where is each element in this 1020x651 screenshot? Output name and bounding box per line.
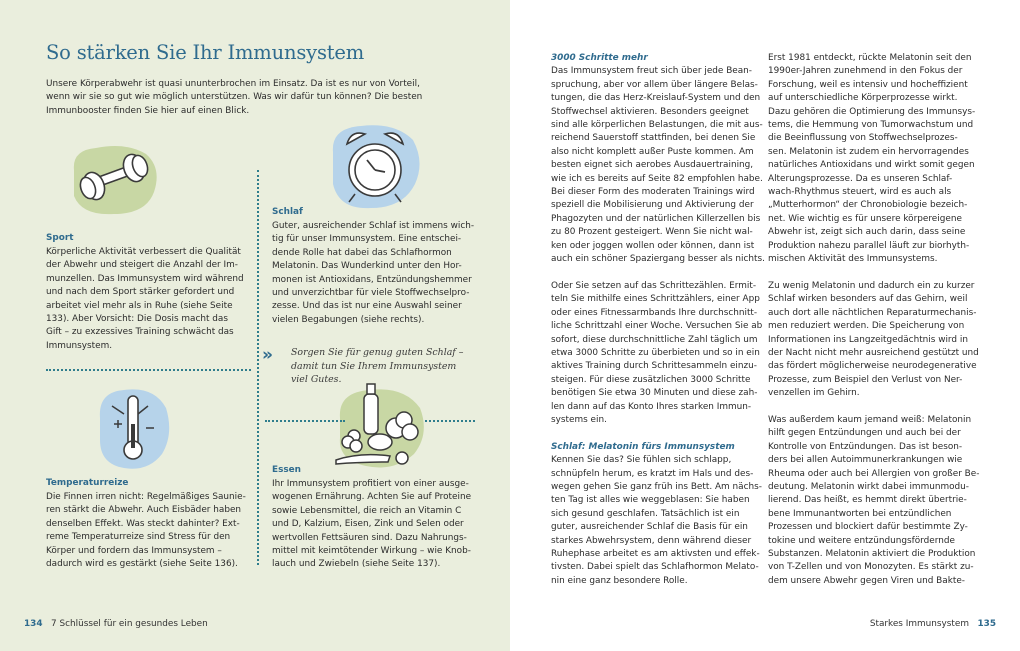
footer-left (24, 619, 208, 629)
paragraph: Erst 1981 entdeckt, rückte Melatonin seit den 1990er-Jahren zunehmend in den Fokus der Forschung, weil es intensiv und hocheffizient auf unterschiedliche Körperprozesse wirkt. Dazu gehören die Optimierung des Immunsys- tems, die Hemmung von Tumorwachstum und die Beeinflussung von Stoffwechselprozes- sen. Melatonin ist zudem ein hervorragendes natürliches Antioxidans und wirkt somit gegen Alterungsprozesse. Da es unseren Schlaf- wach-Rhythmus steuert, wird es auch als „Mutterhormon“ der Chronobiologie bezeich- net. Wie wichtig es für unsere körpereigene Abwehr ist, zeigt sich auch darin, dass seine Produktion nahezu parallel läuft zur biorhyth- mischen Aktivität des Immunsystems. (768, 53, 976, 265)
body-schlaf: Guter, ausreichender Schlaf ist immens wich- tig für unser Immunsystem. Eine entschei- dende Rolle hat dabei das Schlafhormon Melatonin. Das Wunderkind unter den Hor- monen ist Antioxidans, Entzündungshemmer und unverzichtbar für viele Stoffwechselpro- zesse. Und das ist nur eine Auswahl seiner vielen Begabungen (siehe rechts). (272, 221, 475, 325)
heading-temperaturreize: Temperaturreize (46, 478, 129, 488)
paragraph: Was außerdem kaum jemand weiß: Melatonin hilft gegen Entzündungen und auch bei der Kontrolle von Entzündungen. Das ist beson- ders bei allen Autoimmunerkrankungen wie Rheuma oder auch bei Allergien von großer Be- deutung. Melatonin wirkt dabei immunmodu- lierend. Das heißt, es hemmt direkt übertrie- bene Immunantworten bei entzündlichen Prozessen und blockiert dafür bestimmte Zy- tokine und weitere entzündungsfördernde Substanzen. Melatonin aktiviert die Produktion von T-Zellen und von Monozyten. Es stärkt zu- dem unsere Abwehr gegen Viren und Bakte- (768, 414, 980, 586)
divider-horizontal-left (46, 369, 251, 371)
food-icon (330, 378, 430, 473)
paragraph: Zu wenig Melatonin und dadurch ein zu kurzer Schlaf wirken besonders auf das Gehirn, weil auch dort alle nächtlichen Reparaturmechanis- men reduziert werden. Die Speicherung von Informationen ins Langzeitgedächtnis wird in der Nacht nicht mehr ausreichend gestützt und das fördert möglicherweise neurodegenerative Prozesse, zum Beispiel den Verlust von Ner- venzellen im Gehirn. (768, 280, 979, 399)
footer-chapter-title: 7 Schlüssel für ein gesundes Leben (51, 619, 208, 629)
text-column-1 (551, 52, 766, 602)
paragraph: Kennen Sie das? Sie fühlen sich schlapp, schnüpfeln herum, es kratzt im Hals und des- wegen gehen Sie ganz früh ins Bett. Am nächs- ten Tag ist alles wie weggeblasen: Sie haben sich gesund geschlafen. Tatsächlich ist ein guter, ausreichender Schlaf die Basis für ein starkes Abwehrsystem, denn während dieser Ruhephase arbeitet es am aktivsten und effek- tivsten. Dabei spielt das Schlafhormon Melato- nin eine ganz besondere Rolle. (551, 455, 762, 586)
paragraph: Das Immunsystem freut sich über jede Bean- spruchung, aber vor allem über längere Belas- tungen, die das Herz-Kreislauf-System und den Stoffwechsel aktivieren. Besonders geeignet sind alle körperlichen Belastungen, die mit aus- reichend Sauerstoff stattfinden, bei denen Sie also nicht komplett außer Puste kommen. Am besten eignet sich aerobes Ausdauertraining, wie ich es bereits auf Seite 82 empfohlen habe. Bei dieser Form des moderaten Trainings wird speziell die Mobilisierung und Aktivierung der Phagozyten und der natürlichen Killerzellen bis zu 80 Prozent gesteigert. Wenn Sie nicht wal- ken oder joggen wollen oder können, dann ist auch ein schöner Spaziergang besser als nichts. (551, 66, 765, 265)
heading-sport: Sport (46, 233, 74, 243)
dumbbell-icon (64, 140, 164, 220)
alarm-clock-icon (325, 122, 425, 212)
subheading-melatonin: Schlaf: Melatonin fürs Immunsystem (551, 441, 735, 452)
pull-quote: Sorgen Sie für genug guten Schlaf – damit tun Sie Ihrem Immunsystem viel Gutes. (291, 347, 464, 386)
page-title: So stärken Sie Ihr Immunsystem (46, 41, 365, 64)
right-page (510, 0, 1020, 651)
heading-schlaf: Schlaf (272, 207, 303, 217)
footer-right (870, 619, 996, 629)
body-temperaturreize: Die Finnen irren nicht: Regelmäßiges Saunie- ren stärkt die Abwehr. Auch Eisbäder haben denselben Effekt. Was steckt dahinter? Ext- reme Temperaturreize sind Stress für den Körper und fordern das Immunsystem – dadurch wird es gestärkt (siehe Seite 136). (46, 492, 246, 570)
divider-horizontal-right-2 (425, 420, 475, 422)
page-number-right: 135 (977, 619, 996, 629)
body-essen: Ihr Immunsystem profitiert von einer ausge- wogenen Ernährung. Achten Sie auf Proteine sowie Lebensmittel, die reich an Vitamin C und D, Kalzium, Eisen, Zink und Selen oder wertvollen Fettsäuren sind. Dazu Nahrungs- mittel mit keimtötender Wirkung – wie Knob- lauch und Zwiebeln (siehe Seite 137). (272, 479, 472, 570)
subheading-3000-schritte: 3000 Schritte mehr (551, 53, 648, 63)
page-number-left: 134 (24, 619, 43, 629)
paragraph: Oder Sie setzen auf das Schrittezählen. Ermit- teln Sie mithilfe eines Schrittzählers, einer App oder eines Fitnessarmbands Ihre durchschnitt- liche Schrittzahl einer Woche. Versuchen Sie ab sofort, diese durchschnittliche Zahl täglich um etwa 3000 Schritte zu überbieten und so in ein aktives Training durch Schrittesammeln einzu- steigen. Für diese zusätzlichen 3000 Schritte benötigen Sie etwa 30 Minuten und diese zah- len dann auf das Konto Ihres starken Immun- systems ein. (551, 280, 763, 425)
thermometer-icon (94, 384, 174, 474)
text-column-2 (768, 52, 993, 602)
divider-vertical (257, 170, 259, 565)
footer-section-title: Starkes Immunsystem (869, 619, 969, 629)
quote-marker: » (262, 345, 270, 365)
divider-horizontal-right (265, 420, 345, 422)
intro-text: Unsere Körperabwehr ist quasi ununterbrochen im Einsatz. Da ist es nur von Vorteil, wenn wir sie so gut wie möglich unterstützen. Was wir dafür tun können? Die besten Immunbooster finden Sie hier auf einen Blick. (46, 79, 423, 116)
heading-essen: Essen (272, 465, 301, 475)
body-sport: Körperliche Aktivität verbessert die Qualität der Abwehr und steigert die Anzahl der Im- munzellen. Das Immunsystem wird während und nach dem Sport stärker gefordert und arbeitet viel mehr als in Ruhe (siehe Seite 133). Aber Vorsicht: Die Dosis macht das Gift – zu exzessives Training schwächt das Immunsystem. (46, 247, 244, 351)
